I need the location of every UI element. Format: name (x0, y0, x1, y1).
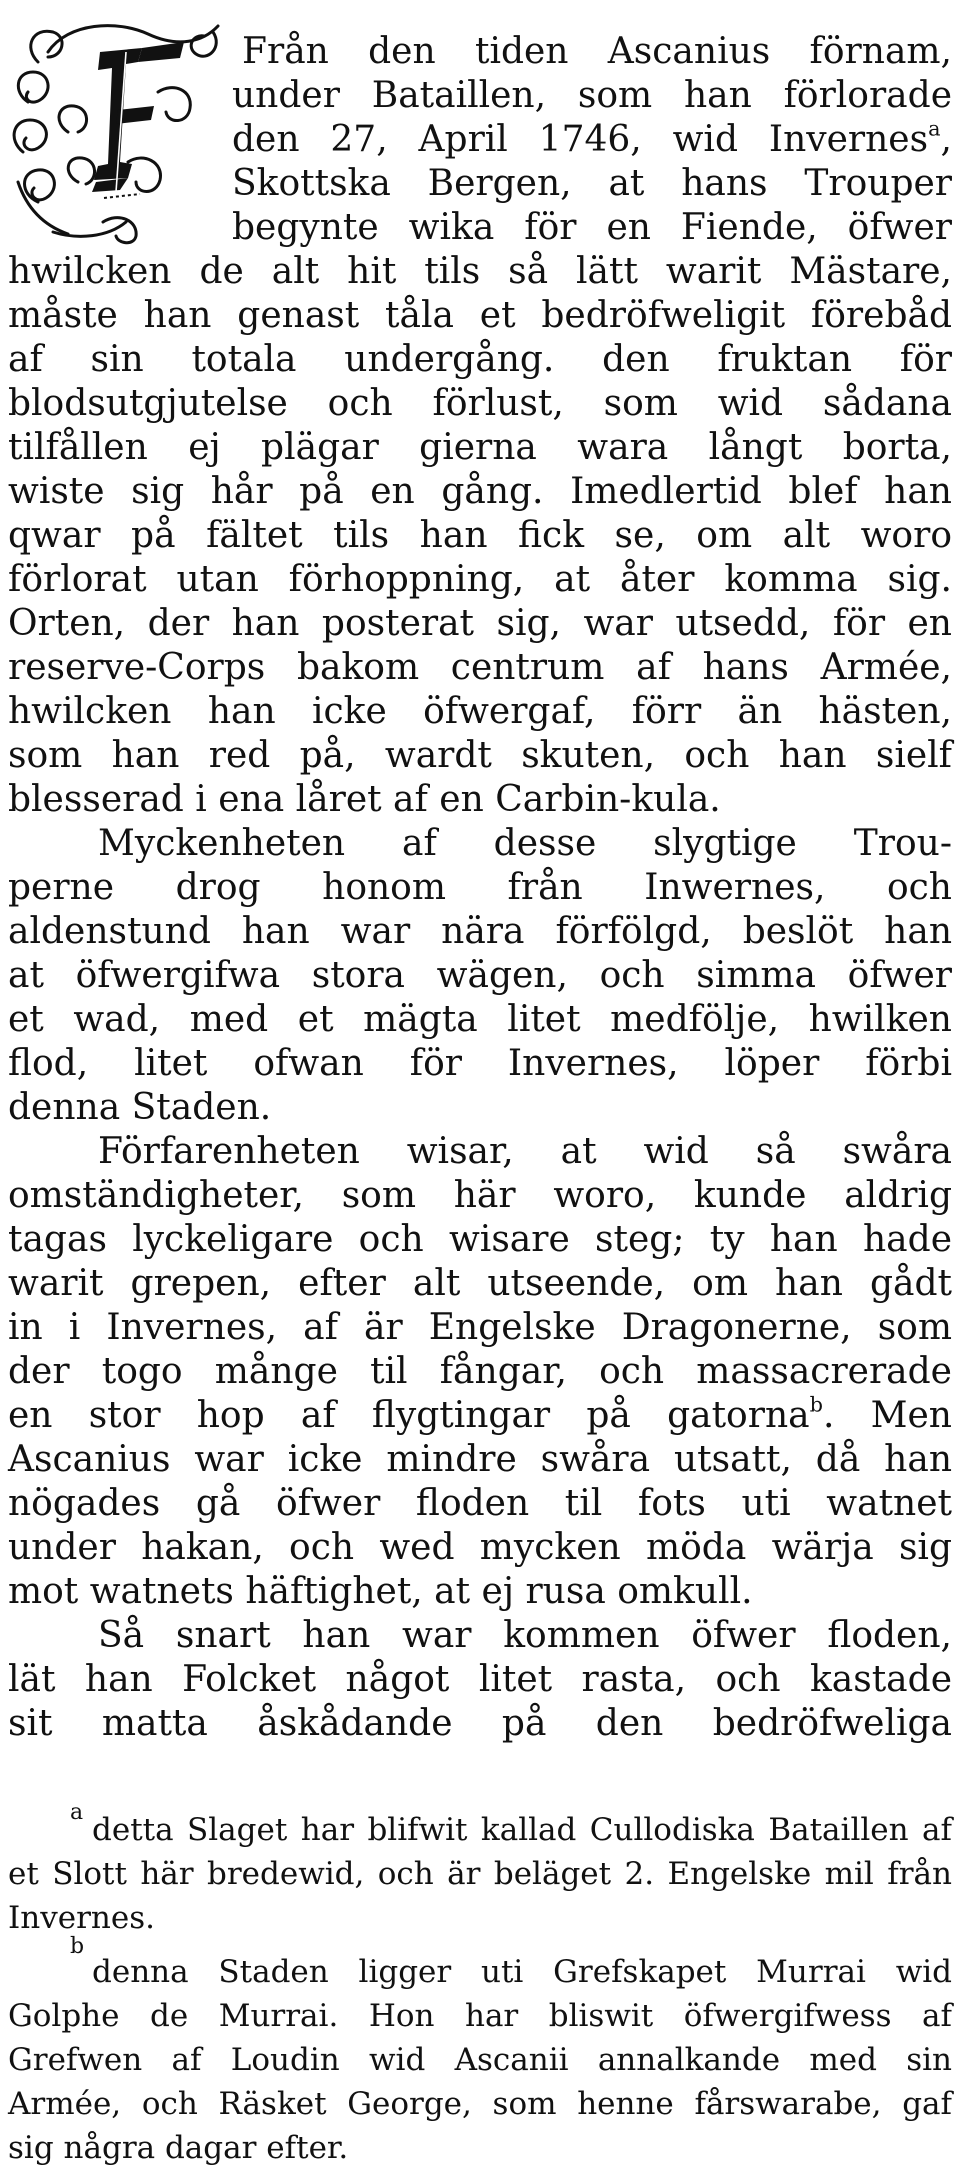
text-line: Ascanius war icke mindre swåra utsatt, då han (8, 1439, 952, 1480)
text-line: der togo månge til fångar, och massacrerade (8, 1351, 952, 1392)
text-line: denna Staden. (8, 1087, 272, 1128)
footnote-b-line: Grefwen af Loudin wid Ascanii annalkande med sin (8, 2042, 952, 2078)
text-line: nögades gå öfwer floden til fots uti watnet (8, 1483, 952, 1524)
text-line: Orten, der han posterat sig, war utsedd, för en (8, 603, 952, 644)
text-line: tagas lyckeligare och wisare steg; ty han hade (8, 1219, 952, 1260)
text-line: hwilcken han icke öfwergaf, förr än hästen, (8, 691, 952, 732)
text-line: warit grepen, efter alt utseende, om han gådt (8, 1263, 952, 1304)
text-line: den 27, April 1746, wid Invernes$^a$, (232, 116, 952, 160)
footnote-a-line: detta Slaget har blifwit kallad Cullodiska Bataillen af (92, 1812, 952, 1848)
text-line: måste han genast tåla et bedröfweligit förebåd (8, 295, 952, 336)
text-line: hwilcken de alt hit tils så lätt warit Mästare, (8, 251, 952, 292)
footnote-a-line: et Slott här bredewid, och är beläget 2. Engelske mil från (8, 1856, 952, 1892)
footnote-b-line: sig några dagar efter. (8, 2130, 349, 2166)
text-line: qwar på fältet tils han fick se, om alt woro (8, 515, 952, 556)
book-page (8, 0, 952, 2179)
text-line: blesserad i ena låret af en Carbin-kula. (8, 779, 721, 820)
text-line: in i Invernes, af är Engelske Dragonerne, som (8, 1307, 952, 1348)
text-line: sit matta åskådande på den bedröfweliga (8, 1703, 952, 1744)
text-line: reserve-Corps bakom centrum af hans Armée, (8, 647, 952, 688)
footnote-b-line: Golphe de Murrai. Hon har bliswit öfwergifwess af (8, 1998, 952, 2034)
footnote-mark[interactable]: b (809, 1392, 823, 1417)
footnote-a-line: Invernes. (8, 1900, 155, 1936)
text-line: Skottska Bergen, at hans Trouper (232, 163, 952, 204)
footnote-b-mark: b (70, 1934, 85, 1959)
text-line: omständigheter, som här woro, kunde aldrig (8, 1175, 952, 1216)
text-line: blodsutgjutelse och förlust, som wid sådana (8, 383, 952, 424)
text-line: Förfarenheten wisar, at wid så swåra (98, 1131, 952, 1172)
text-line: lät han Folcket något litet rasta, och kastade (8, 1659, 952, 1700)
text-line: begynte wika för en Fiende, öfwer (232, 207, 952, 248)
text-line: af sin totala undergång. den fruktan för (8, 339, 952, 380)
text-line: som han red på, wardt skuten, och han sielf (8, 735, 952, 776)
text-line: perne drog honom från Inwernes, och (8, 867, 952, 908)
text-line: en stor hop af flygtingar på gatorna$^b$. Men (8, 1392, 952, 1436)
text-line: aldenstund han war nära förfölgd, beslöt han (8, 911, 952, 952)
text-line: under hakan, och wed mycken möda wärja sig (8, 1527, 952, 1568)
text-line: Så snart han war kommen öfwer floden, (98, 1615, 952, 1656)
text-line: flod, litet ofwan för Invernes, löper förbi (8, 1043, 952, 1084)
footnote-b-line: Armée, och Räsket George, som henne fårswarabe, gaf (8, 2086, 952, 2122)
text-line: under Bataillen, som han förlorade (232, 75, 952, 116)
footnote-a-mark: a (70, 1800, 84, 1825)
decorative-initial-letter (8, 12, 230, 246)
text-line: et wad, med et mägta litet medfölje, hwilken (8, 999, 952, 1040)
footnote-b-line: denna Staden ligger uti Grefskapet Murrai wid (92, 1954, 952, 1990)
text-line: förlorat utan förhoppning, at åter komma sig. (8, 559, 952, 600)
text-line: at öfwergifwa stora wägen, och simma öfwer (8, 955, 952, 996)
text-line: Myckenheten af desse slygtige Trou- (98, 823, 952, 864)
footnote-mark[interactable]: a (928, 116, 941, 141)
text-line: wiste sig hår på en gång. Imedlertid blef han (8, 471, 952, 512)
text-line: mot watnets häftighet, at ej rusa omkull. (8, 1571, 753, 1612)
text-line: tilfållen ej plägar gierna wara långt borta, (8, 427, 952, 468)
text-line: Från den tiden Ascanius förnam, (242, 31, 952, 72)
